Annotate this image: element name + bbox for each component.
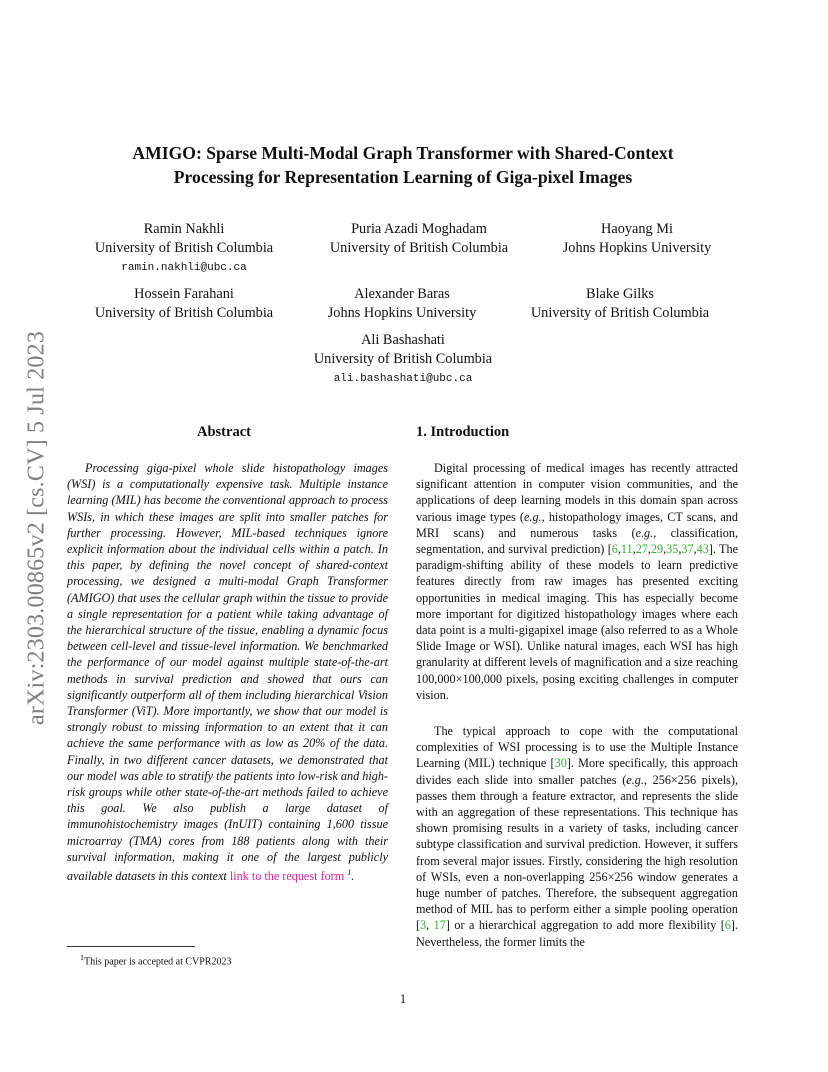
title-line-2: Processing for Representation Learning of Giga-pixel Images <box>173 167 633 187</box>
citation-link[interactable]: 30 <box>554 756 567 771</box>
author-affiliation: University of British Columbia <box>94 240 274 256</box>
title-line-1: AMIGO: Sparse Multi-Modal Graph Transformer with Shared-Context <box>132 143 674 163</box>
citation-link[interactable]: 3 <box>420 918 427 933</box>
arxiv-side-stamp: arXiv:2303.00865v2 [cs.CV] 5 Jul 2023 <box>23 330 50 726</box>
author-block-3 <box>563 220 712 258</box>
author-name: Ali Bashashati <box>361 332 445 348</box>
citation-link[interactable]: 43 <box>696 542 709 557</box>
intro-paragraph-1: Digital processing of medical images has recently attracted significant attention in computer vision communities, and the applications of deep learning models in this domain span across various image types (e.g., histopathology images, CT scans, and MRI scans) and numerous tasks (e.g., classification, segmentation, and survival prediction) [6,11,27,29,35,37,43]. The paradigm-shifting ability of these models to learn predictive features directly from raw images has presented exciting opportunities in medical imaging. This has especially become more important for digitized histopathology images where each data point is a multi-gigapixel image (also referred to as a Whole Slide Image or WSI). Unlike natural images, each WSI has high granularity at different levels of magnification and a size reaching 100,000×100,000 pixels, posing exciting challenges in computer vision. <box>416 461 738 702</box>
author-name: Hossein Farahani <box>134 286 234 302</box>
footnote <box>80 952 231 968</box>
paper-title <box>0 141 806 189</box>
intro-text: ]. More specifically, this approach divides each slide into smaller patches ( <box>416 756 738 787</box>
intro-text: ]. The paradigm-shifting ability of these models to learn predictive features directly from raw images has presented exciting opportunities in medical imaging. This has especially become more important for digitized histopathology images where each data point is a multi-gigapixel image (also referred to as a Whole Slide Image or WSI). Unlike natural images, each WSI has high granularity at different levels of magnification and a size reaching 100,000×100,000 pixels, posing exciting challenges in computer vision. <box>416 542 738 702</box>
author-block-5 <box>328 285 477 323</box>
citation-link[interactable]: 27 <box>635 542 648 557</box>
footnote-text: This paper is accepted at CVPR2023 <box>84 956 232 968</box>
author-affiliation: University of British Columbia <box>530 305 710 321</box>
abstract-text: Processing giga-pixel whole slide histopathology images (WSI) is a computationally expensive task. Multiple instance learning (MIL) has become the conventional approach to process WSIs, in which these images are split into smaller patches for further processing. However, MIL-based techniques ignore explicit information about the individual cells within a patch. In this paper, by defining the novel concept of shared-context processing, we designed a multi-modal Graph Transformer (AMIGO) that uses the cellular graph within the tissue to provide a single representation for a patient while taking advantage of the hierarchical structure of the tissue, enabling a dynamic focus between cell-level and tissue-level information. We benchmarked the performance of our model against multiple state-of-the-art methods in survival prediction and showed that ours can significantly outperform all of them including hierarchical Vision Transformer (ViT). More importantly, we show that our model is strongly robust to missing information to an extent that it can achieve the same performance with as low as 20% of the data. Finally, in two different cancer datasets, we demonstrated that our model was able to stratify the patients into low-risk and high-risk groups while other state-of-the-art methods failed to achieve this goal. We also publish a large dataset of immunohistochemistry images (InUIT) containing 1,600 tissue microarray (TMA) cores from 188 patients along with their survival information, making it one of the largest publicly available datasets in this context <box>67 461 388 884</box>
intro-eg: e.g. <box>635 525 654 540</box>
author-email[interactable]: ramin.nakhli@ubc.ca <box>121 262 247 274</box>
intro-text: , 256×256 pixels), passes them through a feature extractor, and represents the slide with an aggregation of these representations. This technique has shown promising results in a variety of tasks, including cancer subtype classification and survival prediction. However, it suffers from several major issues. Firstly, considering the high resolution of WSIs, even a non-overlapping 256×256 window generates a huge number of patches. Therefore, the subsequent aggregation method of MIL has to perform either a simple pooling operation [ <box>416 772 739 933</box>
intro-text: , histopathology images, CT scans, and MRI scans) and numerous tasks ( <box>416 509 738 540</box>
abstract-body <box>67 460 388 884</box>
abstract-end: . <box>351 869 355 884</box>
author-name: Haoyang Mi <box>601 221 673 237</box>
author-affiliation: University of British Columbia <box>313 351 493 367</box>
footnote-marker[interactable]: 1 <box>347 868 352 878</box>
author-block-6 <box>531 285 709 323</box>
author-name: Alexander Baras <box>354 286 450 302</box>
intro-text: ]. Nevertheless, the former limits the <box>416 918 738 949</box>
intro-paragraph-2: The typical approach to cope with the computational complexities of WSI processing is to use the Multiple Instance Learning (MIL) technique [30]. More specifically, this approach divides each slide into smaller patches (e.g., 256×256 pixels), passes them through a feature extractor, and represents the slide with an aggregation of these representations. This technique has shown promising results in a variety of tasks, including cancer subtype classification and survival prediction. However, it suffers from several major issues. Firstly, considering the high resolution of WSIs, even a non-overlapping 256×256 window generates a huge number of patches. Therefore, the subsequent aggregation method of MIL has to perform either a simple pooling operation [3, 17] or a hierarchical aggregation to add more flexibility [6]. Nevertheless, the former limits the <box>416 724 739 949</box>
introduction-heading: 1. Introduction <box>416 424 510 440</box>
author-name: Blake Gilks <box>586 286 654 302</box>
intro-text: Digital processing of medical images has recently attracted significant attention in computer vision communities, and the applications of deep learning models in this domain span across various image types ( <box>416 461 738 524</box>
author-affiliation: Johns Hopkins University <box>562 240 712 256</box>
citation-link[interactable]: 37 <box>681 542 694 557</box>
citation-link[interactable]: 35 <box>666 542 679 557</box>
author-block-2 <box>330 220 508 258</box>
citation-link[interactable]: 6 <box>724 918 731 933</box>
author-affiliation: University of British Columbia <box>329 240 509 256</box>
intro-eg: e.g. <box>524 509 542 524</box>
citation-link[interactable]: 29 <box>650 542 664 557</box>
footnote-rule <box>67 946 195 947</box>
author-affiliation: Johns Hopkins University <box>327 305 477 321</box>
author-email[interactable]: ali.bashashati@ubc.ca <box>333 373 473 385</box>
author-affiliation: University of British Columbia <box>94 305 274 321</box>
page-number: 1 <box>399 992 407 1006</box>
author-block-1 <box>95 220 273 278</box>
author-block-7 <box>314 331 492 389</box>
citation-link[interactable]: 6 <box>611 542 618 557</box>
author-name: Ramin Nakhli <box>143 221 225 237</box>
intro-eg: e.g. <box>626 772 644 787</box>
intro-text: ] or a hierarchical aggregation to add more flexibility [ <box>445 918 725 933</box>
intro-text: The typical approach to cope with the computational complexities of WSI processing is to use the Multiple Instance Learning (MIL) technique [ <box>416 724 738 771</box>
abstract-heading: Abstract <box>197 424 251 440</box>
footnote-mark: 1 <box>80 953 84 962</box>
citation-link[interactable]: 11 <box>620 542 633 557</box>
author-name: Puria Azadi Moghadam <box>351 221 487 237</box>
citation-link[interactable]: 17 <box>433 918 446 933</box>
intro-text: , classification, segmentation, and survival prediction) [ <box>416 525 738 557</box>
author-block-4 <box>95 285 273 323</box>
request-form-link[interactable]: link to the request form <box>229 869 345 884</box>
